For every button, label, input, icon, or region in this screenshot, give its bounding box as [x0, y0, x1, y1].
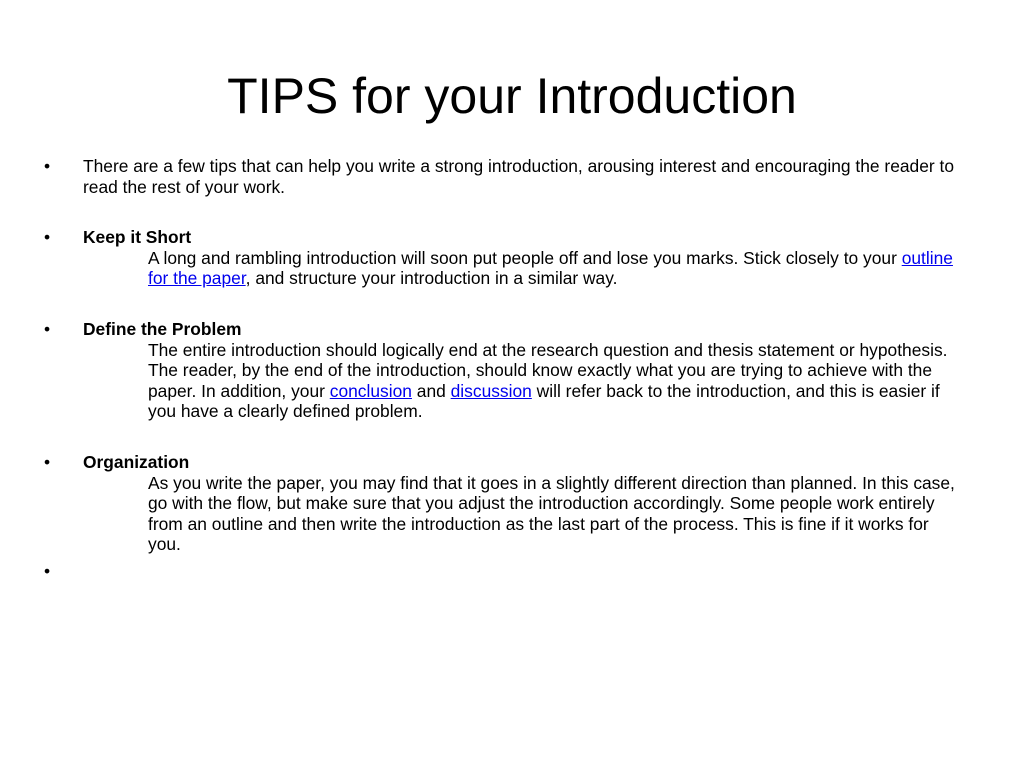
intro-text: There are a few tips that can help you write a strong introduction, arousing interest and encouraging the reader to read the rest of your work. — [83, 156, 955, 197]
keep-short-text-after: , and structure your introduction in a similar way. — [245, 268, 618, 289]
bullet-dot-icon: • — [44, 227, 51, 248]
define-problem-body — [83, 340, 959, 422]
outline-link[interactable]: outline for the paper — [148, 247, 953, 289]
organization-body: As you write the paper, you may find that it goes in a slightly different direction than planned. In this case, go with the flow, but make sure that you adjust the introduction accordingly. Some people work entirely from an outline and then write the introduction as the last part of the process. This is fine if it works for you. — [148, 472, 955, 555]
keep-short-text-before: A long and rambling introduction will soon put people off and lose you marks. Stick closely to your — [148, 247, 902, 268]
bullet-dot-icon: • — [44, 318, 51, 339]
bullet-dot-icon: • — [44, 560, 51, 581]
conclusion-link[interactable]: conclusion — [329, 380, 412, 401]
define-problem-text-1: The entire introduction should logically end at the research question and thesis statement or hypothesis. The reader, by the end of the introduction, should know exactly what you are trying to achieve with the paper. In addition, your — [148, 339, 948, 401]
keep-short-heading: Keep it Short — [83, 227, 192, 248]
bullet-dot-icon: • — [44, 156, 51, 176]
define-problem-text-3: will refer back to the introduction, and this is easier if you have a clearly defined problem. — [148, 380, 940, 422]
bullet-dot-icon: • — [44, 451, 51, 472]
discussion-link[interactable]: discussion — [450, 380, 532, 401]
bullet-organization — [44, 452, 959, 555]
define-problem-text-2: and — [411, 380, 451, 401]
bullet-keep-it-short — [44, 227, 959, 289]
keep-short-body — [83, 248, 959, 289]
bullet-empty — [44, 561, 959, 582]
bullet-define-problem — [44, 319, 959, 422]
define-problem-heading: Define the Problem — [83, 318, 242, 339]
bullet-list — [44, 156, 959, 582]
organization-heading: Organization — [83, 451, 190, 472]
slide-title: TIPS for your Introduction — [227, 68, 797, 124]
bullet-intro — [44, 156, 959, 197]
